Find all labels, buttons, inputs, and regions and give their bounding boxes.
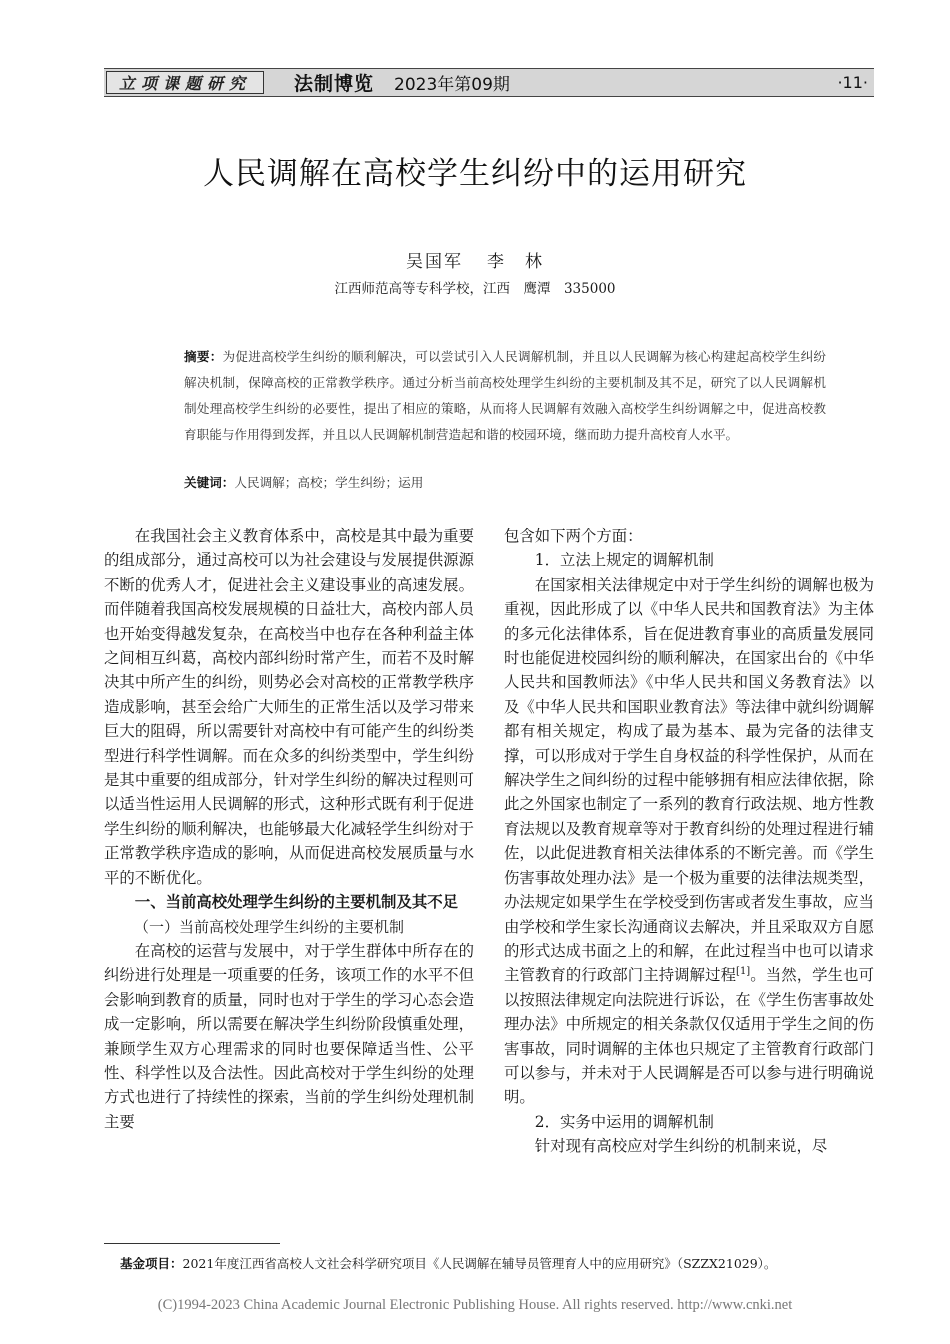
numbered-subheading: 1．立法上规定的调解机制: [534, 551, 714, 570]
footnote-label: 基金项目：: [120, 1256, 183, 1271]
issue-label: 2023年第09期: [394, 75, 510, 95]
page-number: ·11·: [837, 73, 868, 92]
keywords-label: 关键词：: [184, 475, 235, 490]
section-heading: 一、当前高校处理学生纠纷的主要机制及其不足: [134, 893, 459, 912]
abstract: [184, 344, 826, 448]
abstract-text: 为促进高校学生纠纷的顺利解决，可以尝试引入人民调解机制，并且以人民调解为核心构建起高校学生纠纷解决机制，保障高校的正常教学秩序。通过分析当前高校处理学生纠纷的主要机制及其不足，研究了以人民调解机制处理高校学生纠纷的必要性，提出了相应的策略，从而将人民调解有效融入高校学生纠纷调解之中，促进高校教育职能与作用得到发挥，并且以人民调解机制营造起和谐的校园环境，继而助力提升高校育人水平。: [184, 349, 827, 442]
copyright-line: (C)1994-2023 China Academic Journal Electronic Publishing House. All rights reserved. http://www.cnki.net: [157, 1297, 793, 1313]
right-column: [504, 524, 874, 1159]
keywords: [184, 470, 826, 496]
body-paragraph: 针对现有高校应对学生纠纷的机制来说，尽: [534, 1137, 828, 1156]
journal-header-bar: [104, 68, 874, 97]
abstract-label: 摘要：: [184, 349, 223, 364]
body-paragraph: 在高校的运营与发展中，对于学生群体中所存在的纠纷进行处理是一项重要的任务，该项工作的水平不但会影响到教育的质量，同时也对于学生的学习心态会造成一定影响，所以需要在解决学生纠纷阶段慎重处理，兼顾学生双方心理需求的同时也要保障适当性、公平性、科学性以及合法性。因此高校对于学生纠纷的处理方式也进行了持续性的探索，当前的学生纠纷处理机制主要: [104, 941, 474, 1131]
citation-ref[interactable]: [1]: [736, 966, 751, 978]
author-list: [0, 247, 950, 272]
intro-paragraph: 在我国社会主义教育体系中，高校是其中最为重要的组成部分，通过高校可以为社会建设与发展提供源源不断的优秀人才，促进社会主义建设事业的高速发展。而伴随着我国高校发展规模的日益壮大，高校内部人员也开始变得越发复杂，在高校当中也存在各种利益主体之间相互纠葛，高校内部纠纷时常产生，而若不及时解决其中所产生的纠纷，则势必会对高校的正常教学秩序造成影响，甚至会给广大师生的正常生活以及学习带来巨大的阻碍，所以需要针对高校中有可能产生的纠纷类型进行科学性调解。而在众多的纠纷类型中，学生纠纷是其中重要的组成部分，针对学生纠纷的解决过程则可以适当性运用人民调解的形式，这种形式既有利于促进学生纠纷的顺利解决，也能够最大化减轻学生纠纷对于正常教学秩序造成的影响，从而促进高校发展质量与水平的不断优化。: [104, 527, 474, 887]
body-paragraph: [504, 573, 874, 1110]
funding-footnote: [120, 1254, 880, 1274]
left-column: [104, 524, 474, 1134]
numbered-subheading: 2．实务中运用的调解机制: [534, 1112, 714, 1131]
paragraph-text: 。当然，学生也可以按照法律规定向法院进行诉讼，在《学生伤害事故处理办法》中所规定的相关条款仅仅适用于学生之间的伤害事故，同时调解的主体也只规定了主管教育行政部门可以参与，并未对于人民调解是否可以参与进行明确说明。: [504, 966, 874, 1107]
author-name: 吴国军: [406, 252, 463, 272]
article-title: 人民调解在高校学生纠纷中的运用研究: [203, 156, 747, 192]
subsection-heading: （一）当前高校处理学生纠纷的主要机制: [134, 917, 405, 936]
keywords-text: 人民调解；高校；学生纠纷；运用: [234, 475, 424, 490]
continued-text: 包含如下两个方面：: [504, 527, 643, 545]
affiliation: 江西师范高等专科学校，江西 鹰潭 335000: [334, 281, 616, 297]
footnote-text: 2021年度江西省高校人文社会科学研究项目《人民调解在辅导员管理育人中的应用研究》（SZZX21029）。: [182, 1256, 777, 1271]
author-name: 李 林: [487, 252, 544, 272]
paragraph-text: 在国家相关法律规定中对于学生纠纷的调解也极为重视，因此形成了以《中华人民共和国教育法》为主体的多元化法律体系，旨在促进教育事业的高质量发展同时也能促进校园纠纷的顺利解决，在国家出台的《中华人民共和国教师法》《中华人民共和国义务教育法》以及《中华人民共和国职业教育法》等法律中就纠纷调解都有相关规定，构成了最为基本、最为完备的法律支撑，可以形成对于学生自身权益的科学性保护，从而在解决学生之间纠纷的过程中能够拥有相应法律依据，除此之外国家也制定了一系列的教育行政法规、地方性教育法规以及教育规章等对于教育纠纷的处理过程进行辅佐，以此促进教育相关法律体系的不断完善。而《学生伤害事故处理办法》是一个极为重要的法律法规类型，办法规定如果学生在学校受到伤害或者发生事故，应当由学校和学生家长沟通商议去解决，并且采取双方自愿的形式达成书面之上的和解，在此过程当中也可以请求主管教育的行政部门主持调解过程: [504, 575, 874, 985]
footnote-divider: [104, 1243, 280, 1244]
section-label: 立项课题研究: [106, 71, 264, 94]
journal-name: 法制博览: [294, 73, 375, 95]
